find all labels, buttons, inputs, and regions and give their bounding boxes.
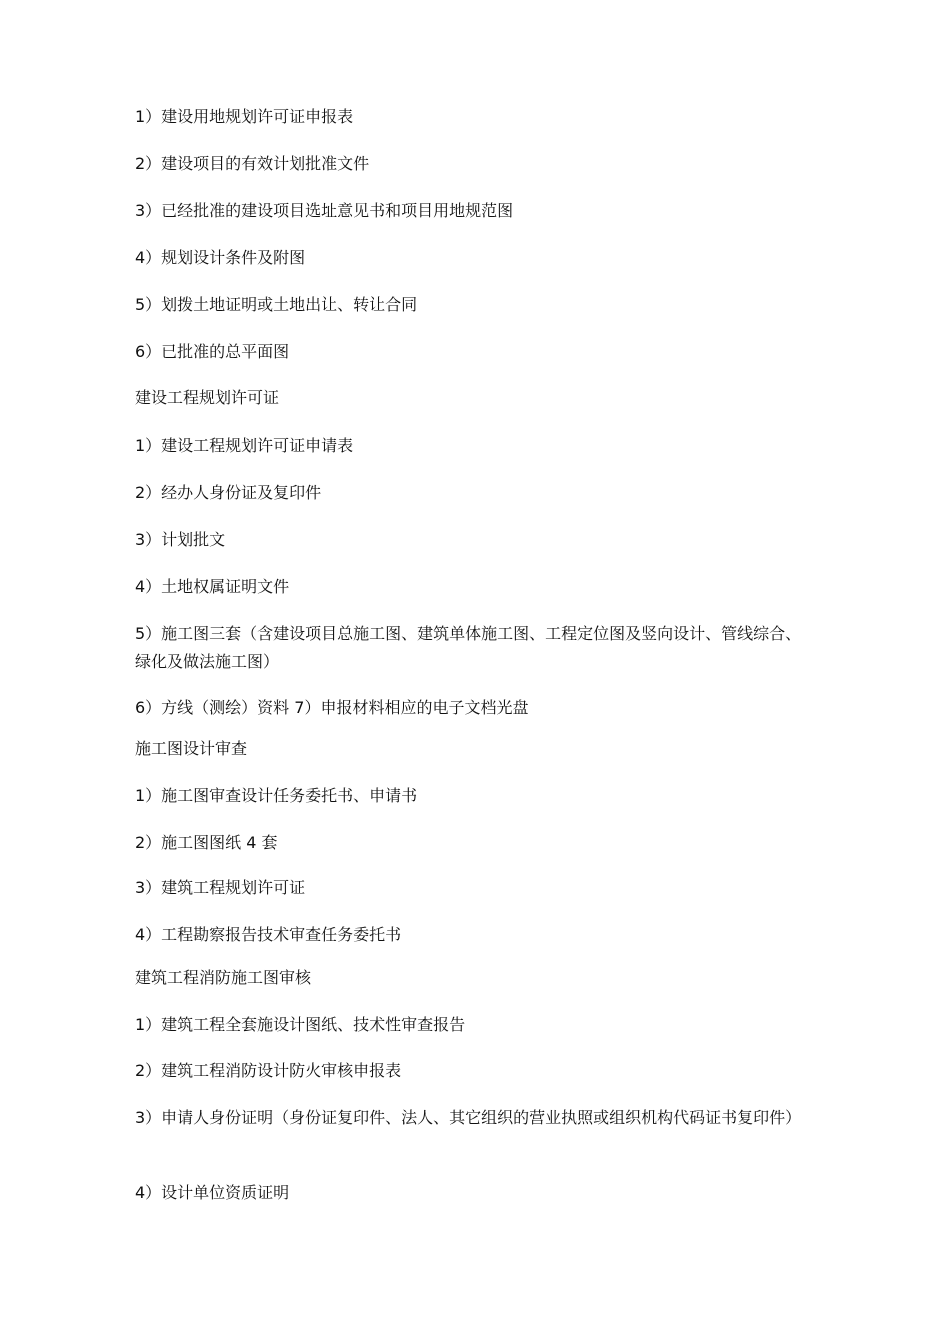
- list-item: 5）划拨土地证明或土地出让、转让合同: [135, 295, 418, 314]
- section-heading: 建设工程规划许可证: [135, 388, 280, 407]
- list-item: 5）施工图三套（含建设项目总施工图、建筑单体施工图、工程定位图及竖向设计、管线综合、绿化及做法施工图）: [135, 624, 802, 671]
- list-item: 3）已经批准的建设项目选址意见书和项目用地规范图: [135, 201, 514, 220]
- list-item: 4）规划设计条件及附图: [135, 248, 306, 267]
- list-item: 1）建设工程规划许可证申请表: [135, 436, 354, 455]
- section-heading: 施工图设计审查: [135, 739, 248, 758]
- list-item: 6）方线（测绘）资料 7）申报材料相应的电子文档光盘: [135, 698, 529, 717]
- list-item: 3）计划批文: [135, 530, 226, 549]
- list-item: 2）建筑工程消防设计防火审核申报表: [135, 1061, 402, 1080]
- list-item: 2）经办人身份证及复印件: [135, 483, 322, 502]
- list-item: 3）申请人身份证明（身份证复印件、法人、其它组织的营业执照或组织机构代码证书复印件）: [135, 1108, 802, 1127]
- list-item: 1）建设用地规划许可证申报表: [135, 107, 354, 126]
- list-item: 1）建筑工程全套施设计图纸、技术性审查报告: [135, 1015, 466, 1034]
- list-item: 3）建筑工程规划许可证: [135, 878, 306, 897]
- section-heading: 建筑工程消防施工图审核: [135, 968, 312, 987]
- list-item: 4）工程勘察报告技术审查任务委托书: [135, 925, 402, 944]
- list-item: 4）土地权属证明文件: [135, 577, 290, 596]
- list-item: 2）建设项目的有效计划批准文件: [135, 154, 370, 173]
- list-item: 2）施工图图纸 4 套: [135, 833, 278, 852]
- list-item: 6）已批准的总平面图: [135, 342, 290, 361]
- list-item: 4）设计单位资质证明: [135, 1183, 290, 1202]
- list-item: 1）施工图审查设计任务委托书、申请书: [135, 786, 418, 805]
